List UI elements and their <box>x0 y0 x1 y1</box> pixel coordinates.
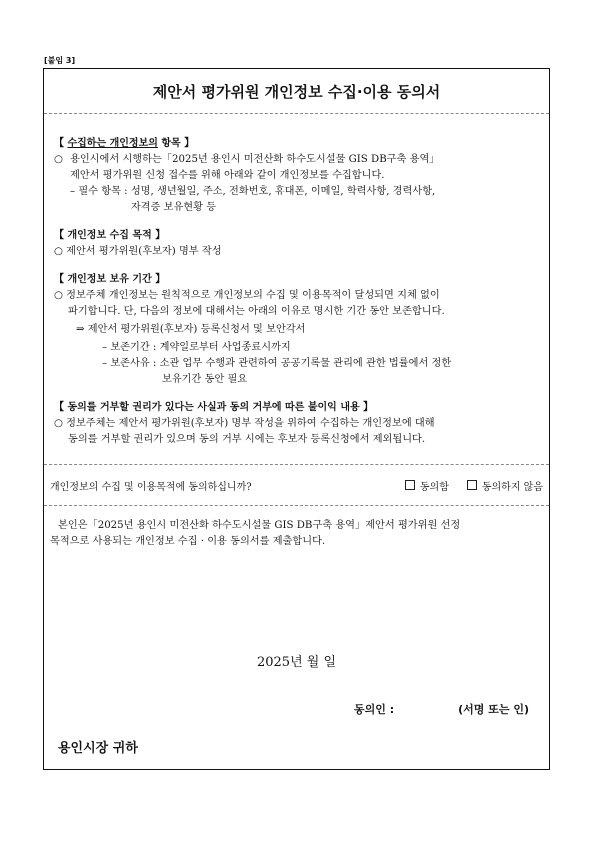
heading-bracket: 【 <box>54 138 68 149</box>
refusal-line-1: ○ 정보주체는 제안서 평가위원(후보자) 명부 작성을 위하여 수집하는 개인정보에 대해 <box>54 418 435 429</box>
consent-form <box>43 68 550 770</box>
agree-option[interactable] <box>405 478 449 493</box>
required-items-line-1: 성명, 생년월일, 주소, 전화번호, 휴대폰, 이메일, 학력사항, 경력사항, <box>130 186 436 197</box>
date-line: 2025년 월 일 <box>256 655 337 670</box>
attachment-tag: [붙임 3] <box>44 56 76 65</box>
consent-question: 개인정보의 수집 및 이용목적에 동의하십니까? <box>50 481 252 493</box>
disagree-label: 동의하지 않음 <box>481 481 543 493</box>
retention-line-2: 파기합니다. 단, 다음의 정보에 대해서는 아래의 이유로 명시한 기간 동안 보존합니다. <box>68 306 445 317</box>
section-heading-purpose: 【 개인정보 수집 목적 】 <box>54 230 166 241</box>
consent-question-row <box>44 464 549 506</box>
disagree-option[interactable] <box>467 478 543 493</box>
required-items-line-2: 자격증 보유현황 등 <box>130 202 217 213</box>
retention-reason-1: – 보존사유 : 소관 업무 수행과 관련하여 공공기록물 관리에 관한 법률에서 정한 <box>102 358 452 369</box>
form-body <box>44 114 549 448</box>
agree-label: 동의함 <box>419 481 449 493</box>
section-heading-items <box>54 136 539 152</box>
heading-underlined: 수집하는 개인정보의 <box>67 138 158 149</box>
agree-checkbox[interactable] <box>405 480 415 490</box>
declaration-line-2: 목적으로 사용되는 개인정보 수집 · 이용 동의서를 제출합니다. <box>50 536 326 547</box>
section-heading-retention: 【 개인정보 보유 기간 】 <box>54 274 166 285</box>
form-title: 제안서 평가위원 개인정보 수집·이용 동의서 <box>44 69 549 114</box>
circle-bullet: ○ <box>54 154 63 165</box>
retention-period: – 보존기간 : 계약일로부터 사업종료시까지 <box>102 342 291 353</box>
addressee: 용인시장 귀하 <box>58 741 138 756</box>
declaration-line-1: 본인은「2025년 용인시 미전산화 하수도시설물 GIS DB구축 용역」제안서 평가위원 선정 <box>58 520 461 531</box>
signature-label: (서명 또는 인) <box>458 703 529 716</box>
retention-line-1: ○ 정보주체 개인정보는 원칙적으로 개인정보의 수집 및 이용목적이 달성되면 지체 없이 <box>54 290 440 301</box>
required-items <box>54 184 539 216</box>
heading-rest: 항목 】 <box>157 138 195 149</box>
items-line-2: 제안서 평가위원 신청 접수를 위해 아래와 같이 개인정보를 수집합니다. <box>70 170 385 181</box>
retention-reason-2: 보유기간 동안 필요 <box>162 374 248 385</box>
required-items-label: – 필수 항목 : <box>70 186 131 197</box>
section-heading-refusal: 【 동의를 거부할 권리가 있다는 사실과 동의 거부에 따른 불이익 내용 】 <box>54 402 374 413</box>
disagree-checkbox[interactable] <box>467 480 477 490</box>
signer-label: 동의인 : <box>354 703 395 716</box>
items-paragraph <box>54 152 539 184</box>
signature-row <box>354 701 529 717</box>
declaration <box>44 506 549 550</box>
refusal-line-2: 동의를 거부할 권리가 있으며 동의 거부 시에는 후보자 등록신청에서 제외됩니다. <box>68 434 426 445</box>
retention-arrow-line: ⇒ 제안서 평가위원(후보자) 등록신청서 및 보안각서 <box>76 324 306 335</box>
purpose-line: ○ 제안서 평가위원(후보자) 명부 작성 <box>54 246 222 257</box>
items-line-1: 용인시에서 시행하는「2025년 용인시 미전산화 하수도시설물 GIS DB구축 용역」 <box>70 154 440 165</box>
